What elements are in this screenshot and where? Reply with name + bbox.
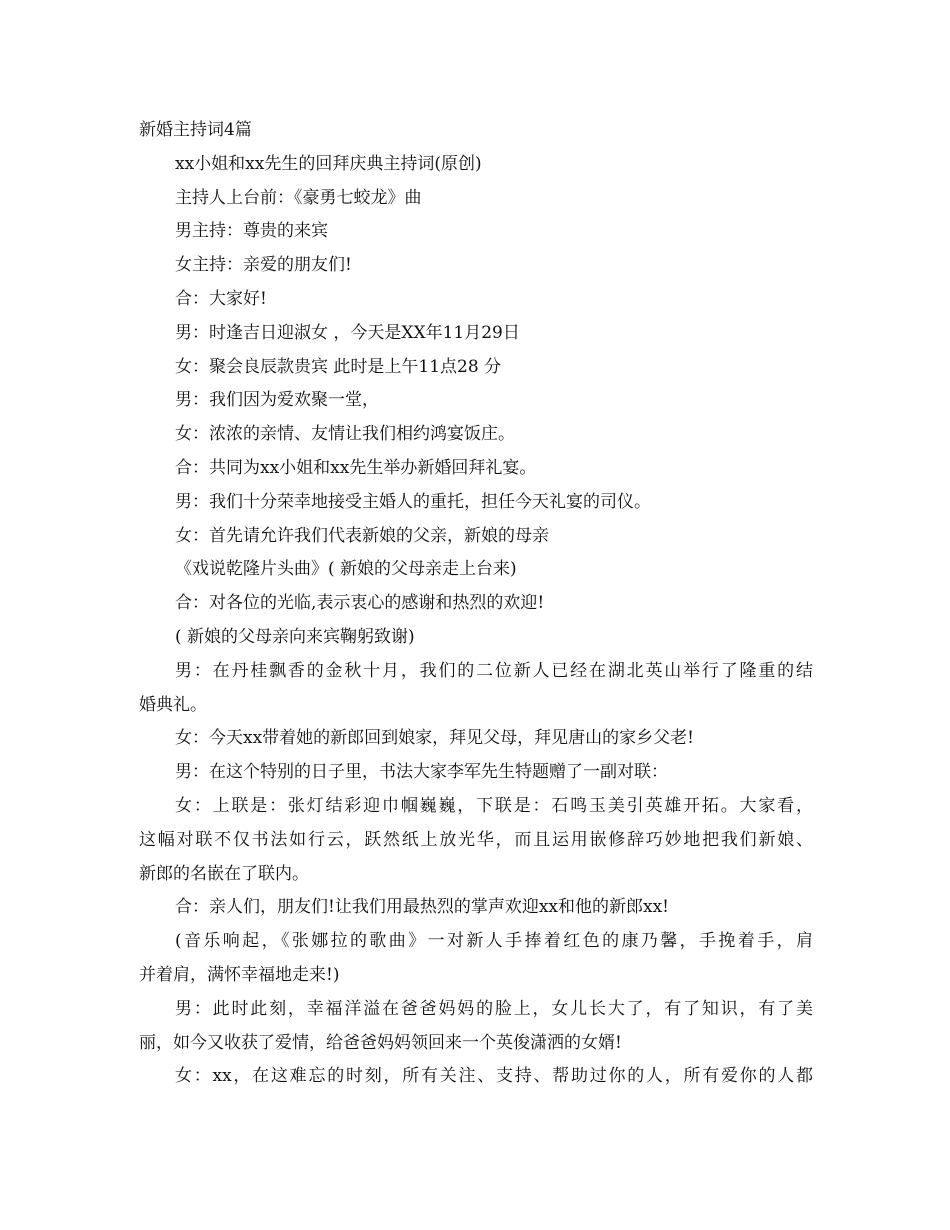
paragraph-continuation: 丽，如今又收获了爱情，给爸爸妈妈领回来一个英俊潇洒的女婿! <box>139 1032 622 1053</box>
paragraph-continuation: 并着肩，满怀幸福地走来!) <box>139 964 340 985</box>
paragraph-continuation: 新郎的名嵌在了联内。 <box>139 863 309 884</box>
paragraph-line: 合：对各位的光临,表示衷心的感谢和热烈的欢迎! <box>175 593 545 614</box>
paragraph-line: 男：我们因为爱欢聚一堂， <box>175 390 379 411</box>
paragraph-line: 女：浓浓的亲情、友情让我们相约鸿宴饭庄。 <box>175 424 515 445</box>
paragraph-line: 女：首先请允许我们代表新娘的父亲，新娘的母亲 <box>175 525 549 546</box>
paragraph-continuation: 这幅对联不仅书法如行云，跃然纸上放光华，而且运用嵌修辞巧妙地把我们新娘、 <box>139 829 813 850</box>
document-title: 新婚主持词4篇 <box>139 120 252 140</box>
paragraph-line: 女主持：亲爱的朋友们! <box>175 255 352 276</box>
paragraph-line: (音乐响起，《张娜拉的歌曲》一对新人手捧着红色的康乃馨，手挽着手，肩 <box>175 931 813 952</box>
paragraph-line: 女：聚会良辰款贵宾 此时是上午11点28 分 <box>175 356 502 377</box>
paragraph-continuation: 婚典礼。 <box>139 694 207 715</box>
paragraph-line: 主持人上台前：《豪勇七蛟龙》曲 <box>175 187 422 208</box>
paragraph-line: 合：亲人们，朋友们!让我们用最热烈的掌声欢迎xx和他的新郎xx! <box>175 897 670 918</box>
paragraph-line: 男：时逢吉日迎淑女 ，今天是XX年11月29日 <box>175 322 520 343</box>
paragraph-line: 男主持：尊贵的来宾 <box>175 221 328 242</box>
document-body <box>139 114 813 1094</box>
paragraph-line: xx小姐和xx先生的回拜庆典主持词(原创) <box>175 153 482 174</box>
paragraph-line: 合：共同为xx小姐和xx先生举办新婚回拜礼宴。 <box>175 457 537 478</box>
paragraph-line: 《戏说乾隆片头曲》( 新娘的父母亲走上台来) <box>175 559 517 580</box>
paragraph-line: 女：xx，在这难忘的时刻，所有关注、支持、帮助过你的人，所有爱你的人都 <box>175 1066 813 1087</box>
paragraph-line: ( 新娘的父母亲向来宾鞠躬致谢) <box>175 626 415 647</box>
paragraph-line: 男：在丹桂飘香的金秋十月，我们的二位新人已经在湖北英山举行了隆重的结 <box>175 660 813 681</box>
paragraph-line: 女：上联是：张灯结彩迎巾帼巍巍，下联是：石鸣玉美引英雄开拓。大家看， <box>175 795 813 816</box>
paragraph-line: 男：此时此刻，幸福洋溢在爸爸妈妈的脸上，女儿长大了，有了知识，有了美 <box>175 998 813 1019</box>
paragraph-line: 男：在这个特别的日子里，书法大家李军先生特题赠了一副对联： <box>175 762 668 783</box>
paragraph-line: 女：今天xx带着她的新郎回到娘家，拜见父母，拜见唐山的家乡父老! <box>175 728 695 749</box>
paragraph-line: 合：大家好! <box>175 288 267 309</box>
paragraph-line: 男：我们十分荣幸地接受主婚人的重托，担任今天礼宴的司仪。 <box>175 491 651 512</box>
